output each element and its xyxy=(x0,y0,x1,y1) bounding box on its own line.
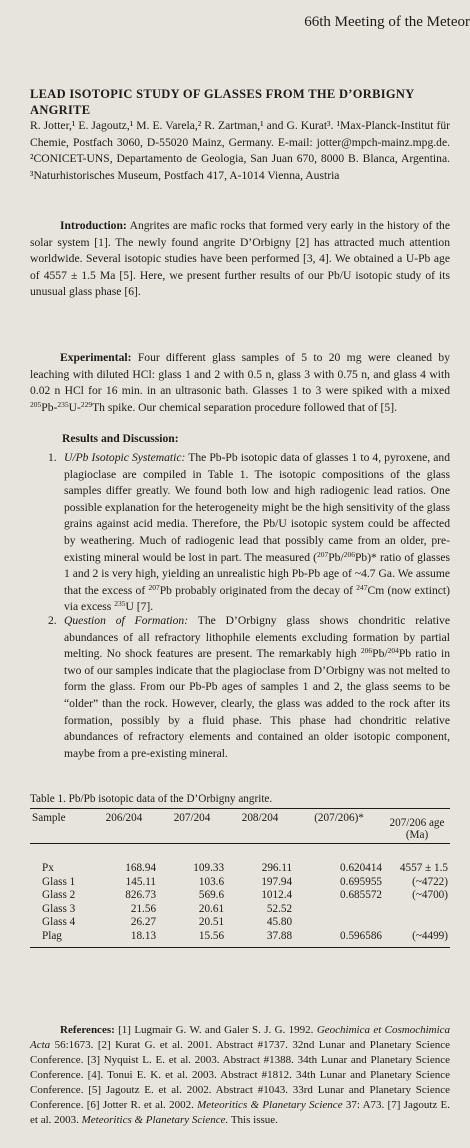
table-header: 206/204 xyxy=(90,809,158,844)
table-cell: 21.56 xyxy=(130,902,157,915)
table-cell: 52.52 xyxy=(266,902,293,915)
item-label: U/Pb Isotopic Systematic: xyxy=(64,451,186,464)
table-cell: 26.27 xyxy=(130,916,157,928)
table-cell: 18.13 xyxy=(90,930,158,948)
table-cell: (~4700) xyxy=(412,889,448,901)
table-cell: 20.61 xyxy=(198,902,225,915)
item-label: Question of Formation: xyxy=(64,614,189,627)
table-cell xyxy=(294,903,384,917)
table-row xyxy=(30,889,450,903)
superscript: 206 xyxy=(343,549,355,559)
reference-text: [1] Lugmair G. W. and Galer S. J. G. 1992. xyxy=(118,1024,314,1036)
table-cell: 0.695955 xyxy=(340,875,382,888)
table-cell: Plag xyxy=(30,930,90,948)
item-text: Pb/ xyxy=(372,647,388,661)
item-text: Pb/ xyxy=(328,550,344,564)
superscript: 229 xyxy=(80,399,93,409)
table-caption: Table 1. Pb/Pb isotopic data of the D’Orbigny angrite. xyxy=(30,793,273,805)
table-header: 208/204 xyxy=(226,809,294,844)
superscript: 207 xyxy=(148,582,160,592)
list-number: 2. xyxy=(48,614,57,627)
table-cell: 197.94 xyxy=(261,875,293,888)
reference-text: 56:1673. [2] Kurat G. et al. 2001. Abstract #1737. 32nd Lunar and Planetary Science Conference. [3] Nyquist L. E. et al. 2003. Abstract #1388. 34th Lunar and Planetary Science Conference. [4]. Tonui E. K. et al. 2003. Abstract #1812. 34th Lunar and Planetary Science Conference. [5] Jagoutz E. et al. 2002. Abstract #1043. 33rd Lunar and Planetary Science Conference. [6] Jotter R. et al. 2002. xyxy=(30,1039,451,1111)
affiliation-2: ²CONICET-UNS, Departamento de Geologia, San Juan 670, 8000 B. Blanca, Argentina. xyxy=(30,152,450,165)
item-text: Pb ratio in two of our samples indicate that the plagioclase from D’Orbigny was not melted to form the glass. From our Pb-Pb ages of samples 1 and 2, the glass seems to be “older” than the rock. However, clearly, the glass was added to the rock after its formation, possibly by a fluid phase. This phase had chondritic relative abundances of refractory elements and contained an older isotopic component, maybe from a pre-existing mineral. xyxy=(64,647,450,760)
table-cell: Glass 3 xyxy=(42,902,76,915)
experimental-text: Pb- xyxy=(41,400,58,414)
superscript: 204 xyxy=(387,646,399,656)
table-row xyxy=(30,916,450,930)
table-cell: Px xyxy=(42,862,54,874)
results-item-2 xyxy=(48,613,450,762)
results-heading: Results and Discussion: xyxy=(62,432,179,445)
running-header: 66th Meeting of the Meteor xyxy=(304,14,470,30)
table-cell: 826.73 xyxy=(125,889,157,901)
table-cell: 20.51 xyxy=(198,916,225,928)
table-cell xyxy=(384,916,450,930)
list-number: 1. xyxy=(48,451,57,464)
table-cell: Glass 1 xyxy=(42,875,76,888)
author-names: R. Jotter,¹ E. Jagoutz,¹ M. E. Varela,² R. Zartman,¹ and G. Kurat³. xyxy=(30,119,334,132)
pb-isotope-table xyxy=(30,808,450,948)
table-cell: 569.6 xyxy=(198,889,225,901)
table-cell: Glass 2 xyxy=(42,889,76,901)
item-text: Pb probably originated from the decay of xyxy=(159,583,357,597)
journal-name: Meteoritics & Planetary Science. xyxy=(81,1114,229,1126)
journal-name: Geochimica et Cosmochimica Acta xyxy=(30,1024,451,1051)
table-cell: 103.6 xyxy=(198,875,225,888)
results-item-text xyxy=(64,450,450,616)
item-text: U [7]. xyxy=(125,600,154,614)
journal-name: Meteoritics & Planetary Science xyxy=(197,1099,343,1111)
table-row xyxy=(30,903,450,917)
table-header: (207/206)* xyxy=(294,809,384,844)
superscript: 205 xyxy=(30,399,42,409)
table-cell: (~4499) xyxy=(384,930,450,948)
references-paragraph xyxy=(30,1023,450,1128)
experimental-paragraph xyxy=(30,350,450,416)
table-cell: 0.620414 xyxy=(340,862,382,874)
table-cell: 15.56 xyxy=(158,930,226,948)
superscript: 247 xyxy=(356,582,368,592)
table-cell: 145.11 xyxy=(125,875,157,888)
reference-text: 37: A73. [7] Jagoutz E. et al. 2003. xyxy=(30,1099,451,1126)
author-block xyxy=(30,118,450,184)
experimental-text: Th spike. Our chemical separation procedure followed that of [5]. xyxy=(92,400,397,414)
table-header-row xyxy=(30,809,450,844)
superscript: 206 xyxy=(360,646,373,656)
table-cell xyxy=(294,916,384,930)
table-cell xyxy=(384,903,450,917)
item-text: Cm (now extinct) via excess xyxy=(64,583,450,614)
table-cell: 4557 ± 1.5 xyxy=(399,862,448,874)
table-cell: 45.80 xyxy=(266,916,293,928)
table-header: Sample xyxy=(30,809,90,844)
superscript: 235 xyxy=(114,599,126,609)
affiliation-1: ¹Max-Planck-Institut für Chemie, Postfach 3060, D-55020 Mainz, Germany. E-mail: jotter@mpch-mainz.mpg.de. xyxy=(30,119,450,149)
affiliation-3: ³Naturhistorisches Museum, Postfach 417, A-1014 Vienna, Austria xyxy=(30,168,340,182)
introduction-heading: Introduction: xyxy=(60,219,127,232)
item-text: Pb)* ratio of glasses 1 and 2 is very high, yielding an unrealistic high Pb-Pb age of ~4.7 Ga. We assume that the excess of xyxy=(64,550,450,597)
results-item-1 xyxy=(48,450,450,616)
article-title: LEAD ISOTOPIC STUDY OF GLASSES FROM THE D’ORBIGNY ANGRITE xyxy=(30,87,415,117)
table-cell: 0.685572 xyxy=(340,889,382,901)
table-cell: 37.88 xyxy=(226,930,294,948)
introduction-paragraph xyxy=(30,218,450,301)
references-heading: References: xyxy=(60,1024,115,1036)
table-cell: 109.33 xyxy=(193,862,225,874)
table-header: 207/204 xyxy=(158,809,226,844)
introduction-text: Angrites are mafic rocks that formed very early in the history of the solar system [1]. The newly found angrite D’Orbigny [2] has attracted much attention worldwide. Several isotopic studies have been performed [3, 4]. We obtained a U-Pb age of 4557 ± 1.5 Ma [5]. Here, we present further results of our Pb/U isotopic study of its unusual glass phase [6]. xyxy=(30,219,450,298)
table-row xyxy=(30,930,450,948)
table-cell: 1012.4 xyxy=(261,889,293,901)
table-header: 207/206 age (Ma) xyxy=(384,809,450,844)
experimental-heading: Experimental: xyxy=(60,351,132,364)
table-cell: Glass 4 xyxy=(42,916,76,928)
superscript: 235 xyxy=(57,399,69,409)
table-cell: 168.94 xyxy=(125,862,157,874)
table-cell: 0.596586 xyxy=(294,930,384,948)
table-cell: (~4722) xyxy=(412,875,448,888)
item-text: The Pb-Pb isotopic data of glasses 1 to 4, pyroxene, and plagioclase are compiled in Table 1. The isotopic compositions of the glass samples differ greatly. We found both low and high radiogenic lead ratios. One possible explanation for the heterogeneity might be the high sensitivity of the glass grains against acid media. Therefore, the Pb/U isotopic system could be affected by weathering. Much of radiogenic lead that possibly came from an older, pre-existing mineral would be lost in part. The measured ( xyxy=(64,451,451,564)
experimental-text: U- xyxy=(68,400,81,414)
reference-text: This issue. xyxy=(230,1114,278,1126)
experimental-text: Four different glass samples of 5 to 20 mg were cleaned by leaching with diluted HCl: glass 1 and 2 with 0.5 n, glass 3 with 0.75 n, and glass 4 with 0.02 n HCl for 16 min. in an ultrasonic bath. Glasses 1 to 3 were spiked with a mixed xyxy=(30,351,450,397)
item-text: The D’Orbigny glass shows chondritic relative abundances of all refractory lithophile elements excluding formation by partial melting. No shock features are present. The remarkably high xyxy=(64,614,450,661)
superscript: 207 xyxy=(316,549,329,559)
table-cell: 296.11 xyxy=(261,862,293,874)
results-item-text xyxy=(64,613,450,762)
table-row xyxy=(30,844,450,876)
table-row xyxy=(30,876,450,890)
